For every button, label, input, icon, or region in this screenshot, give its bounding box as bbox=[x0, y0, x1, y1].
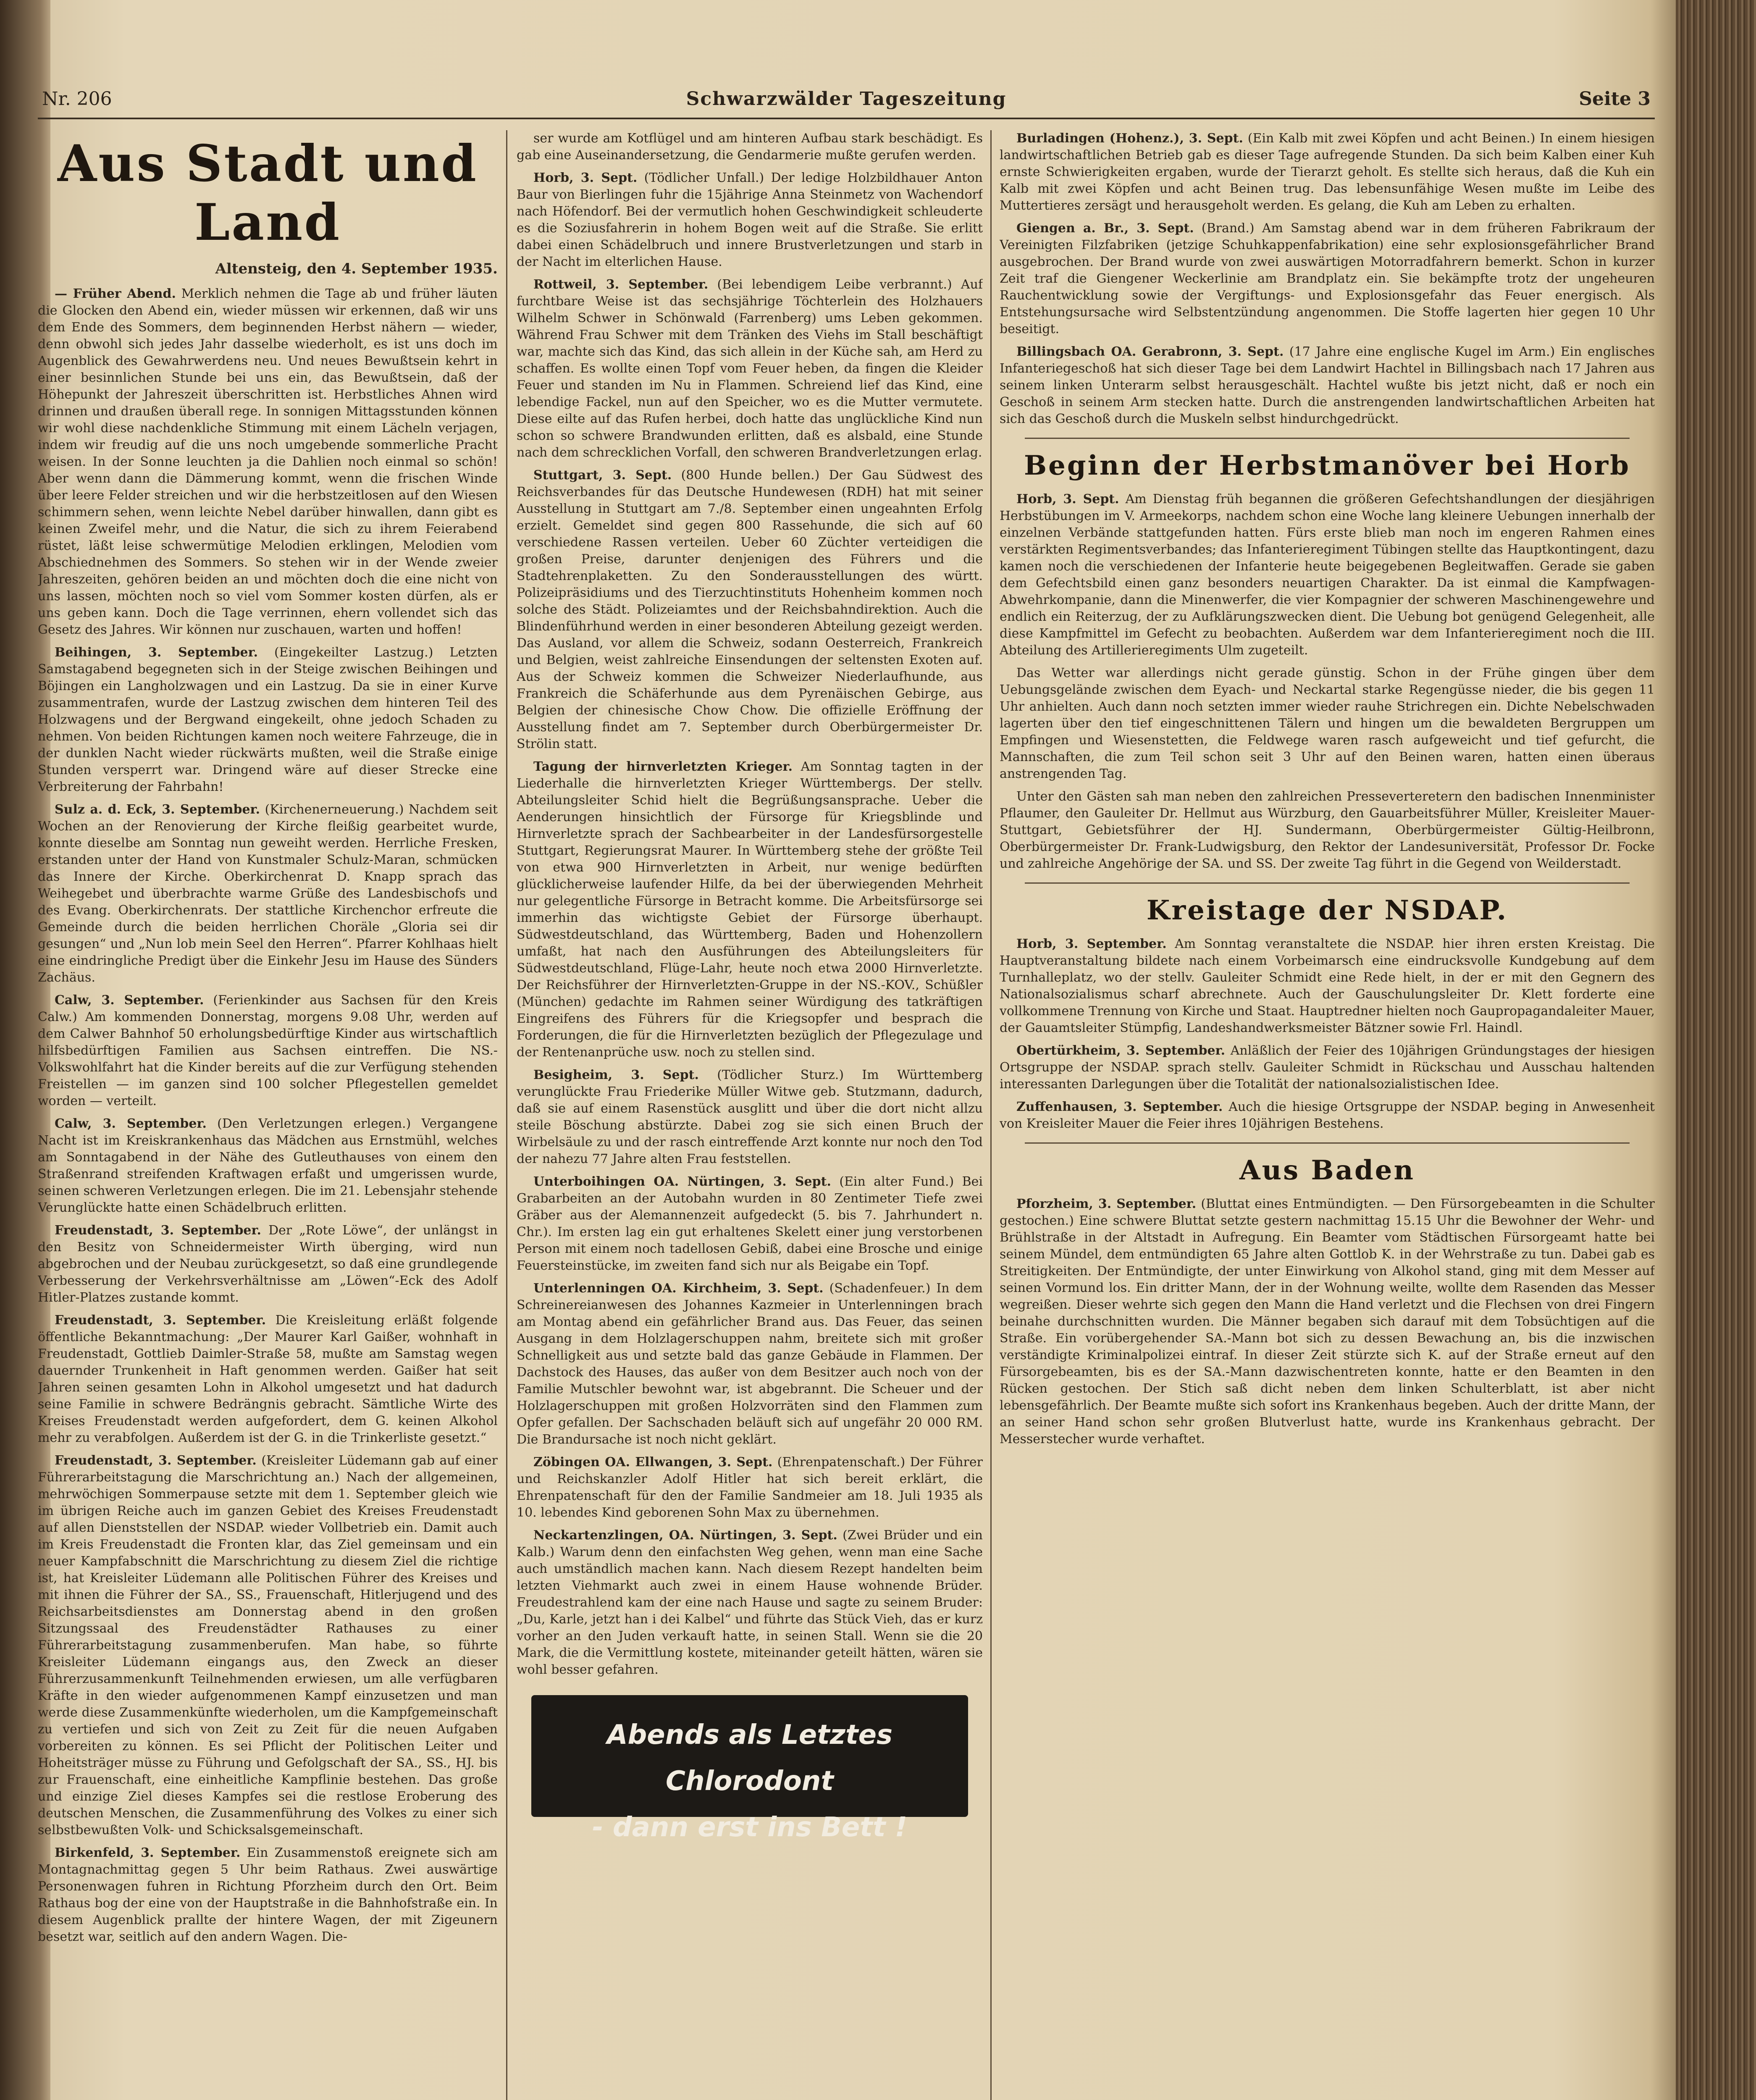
article-list bbox=[1000, 491, 1655, 872]
newspaper-name: Schwarzwälder Tageszeitung bbox=[686, 88, 1007, 110]
article-text: (Ein Kalb mit zwei Köpfen und acht Beinen.) In einem hiesigen landwirtschaftlichen Betrieb gab es dieser Tage aufregende Stunden. Da sich beim Kalben einer Kuh ernste Schwierigkeiten ergaben, wurde der Tierarzt geholt. Es stellte sich heraus, daß die Kuh ein Kalb mit zwei Köpfen und acht Beinen trug. Das lebensunfähige Wesen mußte im Leibe des Muttertieres zersägt und herausgeholt werden. Es gelang, die Kuh am Leben zu erhalten. bbox=[1000, 131, 1655, 213]
article-dateline: Zuffenhausen, 3. September. bbox=[1016, 1100, 1223, 1114]
article-dateline: Stuttgart, 3. Sept. bbox=[533, 468, 672, 483]
article-text: Merklich nehmen die Tage ab und früher läuten die Glocken den Abend ein, wieder müssen wir erkennen, daß wir uns dem Ende des Sommers, dem beginnenden Herbst nähern — wieder, denn obwohl sich jedes Jahr dasselbe wiederholt, es ist uns doch im Augenblick des Gewahrwerdens neu. Und neues Bewußtsein kehrt in einer besinnlichen Stunde bei uns ein, das Bewußtsein, daß der Höhepunkt der Jahreszeit überschritten ist. Herbstliches Ahnen wird drinnen und draußen überall rege. In sonnigen Mittagsstunden können wir wohl diese nachdenkliche Stimmung mit einem Lächeln verjagen, indem wir freudig auf die uns noch umgebende sommerliche Pracht weisen. In der Sonne leuchten ja die Dahlien noch einmal so schön! Aber wenn dann die Dämmerung kommt, wenn die frischen Winde über leere Felder streichen und wir die herbstzeitlosen auf den Wiesen schimmern sehen, wenn leichte Nebel darüber hinwallen, dann gibt es keinen Zweifel mehr, und die Natur, die sich zu ihrem Feierabend rüstet, läßt leise schwermütige Melodien erklingen, Melodien vom Abschiednehmen des Sommers. So stehen wir in der Wende zweier Jahreszeiten, gehören beiden an und möchten doch die eine nicht von uns lassen, möchten noch so viel vom Sommer kosten dürfen, als er uns geben kann. Doch die Tage verrinnen, ehern vollendet sich das Gesetz des Jahres. Wir können nur zuschauen, warten und hoffen! bbox=[38, 286, 498, 637]
article-text: (Tödlicher Unfall.) Der ledige Holzbildhauer Anton Baur von Bierlingen fuhr die 15jährige Anna Steinmetz von Wachendorf nach Höfendorf. Bei der vermutlich hohen Geschwindigkeit schleuderte es die Soziusfahrerin in hohem Bogen weit auf die Straße. Sie erlitt dabei einen Schädelbruch und innere Brustverletzungen und starb in der Nacht im elterlichen Hause. bbox=[517, 171, 983, 269]
article-text: (Bluttat eines Entmündigten. — Den Fürsorgebeamten in die Schulter gestochen.) Eine schwere Bluttat setzte gestern nachmittag 15.15 Uhr die Bewohner der Wehr- und Brühlstraße in der Altstadt in Aufregung. Ein Beamter vom Städtischen Fürsorgeamt hatte bei seinem Mündel, dem entmündigten 65 Jahre alten Gottlob K. in der Wehrstraße zu tun. Dabei gab es Streitigkeiten. Der Entmündigte, der unter Einwirkung von Alkohol stand, ging mit dem Messer auf seinen Vormund los. Ein dritter Mann, der in der Wohnung weilte, wollte dem Rasenden das Messer wegreißen. Dieser wehrte sich gegen den Mann die Hand verletzt und die Flechsen von drei Fingern beinahe durchschnitten wurden. Die Männer begaben sich darauf mit dem Tobsüchtigen auf die Straße. Ein vorübergehender SA.-Mann bot sich zu dessen Bewachung an, bis die inzwischen verständigte Kriminalpolizei eintraf. In dieser Zeit stürzte sich K. auf der Straße erneut auf den Fürsorgebeamten, bis es der SA.-Mann dazwischentreten konnte, hatte er den Beamten in den Rücken gestochen. Der Stich saß dicht neben dem linken Schulterblatt, ist aber nicht lebensgefährlich. Der Beamte mußte sich sofort ins Krankenhaus begeben. Auch der dritte Mann, der an seiner Hand schon sehr großen Blutverlust hatte, wurde ins Krankenhaus gebracht. Der Messerstecher wurde verhaftet. bbox=[1000, 1197, 1655, 1446]
article-dateline: Rottweil, 3. September. bbox=[533, 277, 709, 292]
article-dateline: Freudenstadt, 3. September. bbox=[55, 1223, 262, 1238]
section-separator bbox=[1025, 438, 1630, 439]
article-dateline: Calw, 3. September. bbox=[55, 1116, 207, 1131]
article-text: (Tödlicher Sturz.) Im Württemberg verunglückte Frau Friederike Müller Witwe geb. Stutzmann, dadurch, daß sie auf einem Rasenstück ausglitt und über die dort nicht allzu steile Böschung abstürzte. Dabei zog sie sich einen Bruch der Wirbelsäule zu und der rasch eintreffende Arzt konnte nur noch den Tod der nahezu 77 Jahre alten Frau feststellen. bbox=[517, 1068, 983, 1166]
chlorodont-advertisement bbox=[531, 1695, 968, 1843]
article bbox=[38, 1116, 498, 1216]
article-dateline: Unterlenningen OA. Kirchheim, 3. Sept. bbox=[533, 1281, 824, 1296]
article bbox=[1000, 344, 1655, 428]
article-dateline: Unterboihingen OA. Nürtingen, 3. Sept. bbox=[533, 1174, 831, 1189]
article-dateline: Burladingen (Hohenz.), 3. Sept. bbox=[1016, 131, 1243, 146]
section-title: Kreistage der NSDAP. bbox=[1146, 895, 1508, 926]
section-title: Aus Baden bbox=[1239, 1155, 1415, 1186]
section-title: Beginn der Herbstmanöver bei Horb bbox=[1024, 450, 1630, 481]
article bbox=[38, 1452, 498, 1839]
article-dateline: Calw, 3. September. bbox=[55, 993, 204, 1008]
page-number: Seite 3 bbox=[1579, 88, 1651, 110]
article bbox=[517, 759, 983, 1061]
article bbox=[517, 1067, 983, 1168]
article bbox=[517, 1527, 983, 1678]
article-text: (800 Hunde bellen.) Der Gau Südwest des Reichsverbandes für das Deutsche Hundewesen (RDH) hat mit seiner Ausstellung in Stuttgart am 7./8. September einen ungeahnten Erfolg erzielt. Gemeldet sind gegen 800 Rassehunde, die sich auf 60 verschiedene Rassen verteilen. Ueber 60 Züchter verteidigen die großen Preise, darunter denjenigen des Führers und die Stadtehrenplaketten. Zu den Sonderausstellungen des württ. Polizeipräsidiums und des Tierzuchtinstituts Hohenheim kommen noch solche des Städt. Polizeiamtes und der Reichsbahndirektion. Auch die Blindenführhund werden in einer besonderen Abteilung gezeigt werden. Das Ausland, vor allem die Schweiz, sodann Oesterreich, Frankreich und Belgien, weist zahlreiche Einsendungen der seltensten Exoten auf. Aus der Schweiz kommen die Schweizer Niederlaufhunde, aus Frankreich die Schäferhunde aus dem Pyrenäischen Gebirge, aus Belgien der chinesische Chow Chow. Die offizielle Eröffnung der Ausstellung findet am 7. September durch Oberbürgermeister Dr. Strölin statt. bbox=[517, 468, 983, 751]
article-dateline: Pforzheim, 3. September. bbox=[1016, 1197, 1197, 1211]
column-1 bbox=[38, 130, 498, 2100]
section-separator bbox=[1025, 882, 1630, 884]
article bbox=[38, 1845, 498, 1945]
article-text: Unter den Gästen sah man neben den zahlreichen Presseverteretern den badischen Innenminister Pflaumer, den Gauleiter Dr. Hellmut aus Würzburg, den Gauarbeitsführer Müller, Kreisleiter Mauer-Stuttgart, Gebietsführer der HJ. Sundermann, Oberbürgermeister Gültig-Heilbronn, Oberbürgermeister Dr. Frank-Ludwigsburg, den Rektor der Landesuniversität, Professor Dr. Focke und zahlreiche Angehörige der SA. und SS. Der zweite Tag führt in die Gegend von Weilderstadt. bbox=[1000, 789, 1655, 871]
article-text: (Brand.) Am Samstag abend war in dem früheren Fabrikraum der Vereinigten Filzfabriken (jetzige Schuhkappenfabrikation) eine sehr explosionsgefährlicher Brand ausgebrochen. Der Brand wurde von zwei auswärtigen Motorradfahrern bemerkt. Schon in kurzer Zeit traf die Giengener Weckerlinie am Brandplatz ein. Sie bekämpfte trotz der ungeheuren Rauchentwicklung sowie der Vergiftungs- und Explosionsgefahr das Feuer energisch. Als Entstehungsursache wird Selbstentzündung angenommen. Die Stoffe lagerten hier gegen 10 Uhr beseitigt. bbox=[1000, 221, 1655, 336]
article-dateline: Zöbingen OA. Ellwangen, 3. Sept. bbox=[533, 1455, 773, 1470]
article-text: (Eingekeilter Lastzug.) Letzten Samstagabend begegneten sich in der Steige zwischen Beihingen und Böjingen ein Langholzwagen und ein Lastzug. Da sie in einer Kurve zusammentrafen, wurde der Lastzug zwischen dem hinteren Teil des Holzwagens und der Bergwand eingekeilt, ohne jedoch Schaden zu nehmen. Von beiden Richtungen kamen noch weitere Fahrzeuge, die in der dunklen Nacht wieder rückwärts mußten, weil die Straße einige Stunden versperrt war. Dringend wäre auf dieser Strecke eine Verbreiterung der Fahrbahn! bbox=[38, 645, 498, 794]
article-text: Auch die hiesige Ortsgruppe der NSDAP. beging in Anwesenheit von Kreisleiter Mauer die Feier ihres 10jährigen Bestehens. bbox=[1000, 1100, 1655, 1131]
article-dateline: Freudenstadt, 3. September. bbox=[55, 1453, 257, 1468]
article bbox=[1000, 665, 1655, 782]
article bbox=[517, 1173, 983, 1274]
article-text: (Den Verletzungen erlegen.) Vergangene Nacht ist im Kreiskrankenhaus das Mädchen aus Ernstmühl, welches am Sonntagabend in der Nähe des Gutleuthauses von einem den Straßenrand streifenden Kraftwagen erfaßt und umgerissen wurde, seinen schweren Verletzungen erlegen. Die im 21. Lebensjahr stehende Verunglückte hatte einen Schädelbruch erlitten. bbox=[38, 1116, 498, 1215]
dateline: Altensteig, den 4. September 1935. bbox=[215, 260, 498, 277]
article bbox=[38, 801, 498, 986]
article-text: (Ein alter Fund.) Bei Grabarbeiten an der Autobahn wurden in 80 Zentimeter Tiefe zwei Gräber aus der Alemannenzeit aufgedeckt (5. bis 7. Jahrhundert n. Chr.). Im ersten lag ein gut erhaltenes Skelett einer jung verstorbenen Person mit einem noch tadellosen Gebiß, dabei eine Brosche und einige Feuersteinstücke, im zweiten fand sich nur als Beigabe ein Topf. bbox=[517, 1174, 983, 1273]
article-dateline: Sulz a. d. Eck, 3. September. bbox=[55, 802, 260, 817]
header-rule bbox=[38, 118, 1655, 119]
article-text: Die Kreisleitung erläßt folgende öffentliche Bekanntmachung: „Der Maurer Karl Gaißer, wohnhaft in Freudenstadt, Gottlieb Daimler-Straße 58, mußte am Samstag wegen dauernder Trunkenheit in Haft genommen werden. Gaißer hat seit Jahren seinen gesamten Lohn in Alkohol umgesetzt und hat dadurch seine Familie in schwere Bedrängnis gebracht. Sämtliche Wirte des Kreises Freudenstadt werden aufgefordert, dem G. keinen Alkohol mehr zu verabfolgen. Außerdem ist der G. in die Trinkerliste gesetzt.“ bbox=[38, 1313, 498, 1445]
section-separator bbox=[1025, 1142, 1630, 1144]
article bbox=[517, 467, 983, 753]
article-dateline: Freudenstadt, 3. September. bbox=[55, 1313, 266, 1328]
article-list bbox=[1000, 936, 1655, 1132]
article-text: (Kirchenerneuerung.) Nachdem seit Wochen an der Renovierung der Kirche fleißig gearbeitet wurde, konnte dieselbe am Sonntag nun geweiht werden. Herrliche Fresken, erstanden unter der Hand von Kunstmaler Schulz-Maran, schmücken das Innere der Kirche. Oberkirchenrat D. Knapp sprach das Weihegebet und überbrachte warme Grüße des Landesbischofs und des Evang. Oberkirchenrats. Der stattliche Kirchenchor erfreute die Gemeinde durch die beiden herrlichen Choräle „Gloria sei dir gesungen“ und „Nun lob mein Seel den Herren“. Pfarrer Kohlhaas hielt eine eindringliche Predigt über die Einkehr Jesu im Hause des Sünders Zachäus. bbox=[38, 802, 498, 985]
article bbox=[1000, 220, 1655, 338]
article-dateline: Besigheim, 3. Sept. bbox=[533, 1068, 699, 1082]
article bbox=[38, 992, 498, 1110]
article-text: (Ferienkinder aus Sachsen für den Kreis Calw.) Am kommenden Donnerstag, morgens 9.08 Uhr, werden auf dem Calwer Bahnhof 50 erholungsbedürftige Kinder aus wirtschaftlich hilfsbedürftigen Familien aus Sachsen eintreffen. Die NS.-Volkswohlfahrt hat die Kinder bereits auf die zur Verfügung stehenden Freistellen — im ganzen sind 100 solcher Pflegestellen gemeldet worden — verteilt. bbox=[38, 993, 498, 1108]
article-text: (Zwei Brüder und ein Kalb.) Warum denn den einfachsten Weg gehen, wenn man eine Sache auch umständlich machen kann. Nach diesem Rezept handelten beim letzten Viehmarkt auch zwei in einem Hause wohnende Brüder. Freudestrahlend kam der eine nach Hause und sagte zu seinem Bruder: „Du, Karle, jetzt han i dei Kalbel“ und führte das Stück Vieh, das er kurz vorher an den Juden verkauft hatte, in seinen Stall. Wenn sie die 20 Mark, die die Vermittlung kostete, miteinander geteilt hätten, wären sie wohl besser gefahren. bbox=[517, 1528, 983, 1677]
column-2 bbox=[517, 130, 983, 2100]
article-list bbox=[517, 130, 983, 1678]
column-3 bbox=[1000, 130, 1655, 2100]
article bbox=[38, 644, 498, 795]
ad-line: Abends als Letztes Chlorodont bbox=[606, 1719, 893, 1797]
article bbox=[517, 276, 983, 461]
article bbox=[1000, 788, 1655, 872]
article bbox=[1000, 1099, 1655, 1132]
article-text: ser wurde am Kotflügel und am hinteren Aufbau stark beschädigt. Es gab eine Auseinandersetzung, die Gendarmerie mußte gerufen werden. bbox=[517, 131, 983, 163]
article-list bbox=[38, 286, 498, 1945]
book-binding-right bbox=[1676, 0, 1756, 2100]
article-text: Am Sonntag veranstaltete die NSDAP. hier ihren ersten Kreistag. Die Hauptveranstaltung bildete nach einem Vorbeimarsch eine eindrucksvolle Kundgebung auf dem Turnhalleplatz, wo der stellv. Gauleiter Schmidt eine Rede hielt, in der er mit den Gegnern des Nationalsozialismus scharf abrechnete. Auch der Gauschulungsleiter Dr. Klett forderte eine vollkommene Trennung von Kirche und Staat. Hauptredner hielten noch Gaupropagandaleiter Mauer, der Gauamtsleiter Stümpfig, Landeshandwerksmeister Bätzner sowie Frl. Haindl. bbox=[1000, 937, 1655, 1035]
article bbox=[38, 1222, 498, 1306]
article-dateline: Billingsbach OA. Gerabronn, 3. Sept. bbox=[1016, 344, 1284, 359]
article-dateline: — Früher Abend. bbox=[55, 286, 176, 301]
article-text: Anläßlich der Feier des 10jährigen Gründungstages der hiesigen Ortsgruppe der NSDAP. sprach stellv. Gauleiter Schmidt in Rückschau und Ausschau haltenden interessanten Darlegungen über die Totalität der nationalsozialistischen Idee. bbox=[1000, 1043, 1655, 1092]
article bbox=[1000, 1042, 1655, 1093]
column-divider bbox=[990, 130, 992, 2100]
article-text: (Schadenfeuer.) In dem Schreinereianwesen des Johannes Kazmeier in Unterlenningen brach am Montag abend ein gefährlicher Brand aus. Das Feuer, das seinen Ausgang in dem Holzlagerschuppen nahm, breitete sich mit großer Schnelligkeit aus und setzte bald das ganze Gebäude in Flammen. Der Dachstock des Hauses, das außer von dem Besitzer auch noch von der Familie Mutschler bewohnt war, ist abgebrannt. Die Scheuer und der Holzlagerschuppen mit großen Holzvorräten sind den Flammen zum Opfer gefallen. Der Sachschaden beläuft sich auf ungefähr 20 000 RM. Die Brandursache ist noch nicht geklärt. bbox=[517, 1281, 983, 1447]
article bbox=[517, 1280, 983, 1448]
article-dateline: Beihingen, 3. September. bbox=[55, 645, 258, 660]
column-divider bbox=[506, 130, 507, 2100]
article bbox=[1000, 491, 1655, 659]
section-title: Aus Stadt und Land bbox=[57, 134, 478, 252]
article bbox=[517, 1454, 983, 1521]
ad-line: - dann erst ins Bett ! bbox=[592, 1812, 907, 1843]
article-text: (Kreisleiter Lüdemann gab auf einer Führerarbeitstagung die Marschrichtung an.) Nach der allgemeinen, mehrwöchigen Sommerpause setzte mit dem 1. September gleich wie im übrigen Reiche auch im ganzen Gebiet des Kreises Freudenstadt auf allen Dienststellen der NSDAP. wieder Vollbetrieb ein. Damit auch im Kreis Freudenstadt die Fronten klar, das Ziel gemeinsam und ein neuer Kampfabschnitt die Marschrichtung zu diesem Ziel die richtige ist, hat Kreisleiter Lüdemann alle Politischen Führer des Kreises und mit ihnen die Führer der SA., SS., Frauenschaft, Hitlerjugend und des Reichsarbeitsdienstes am Donnerstag abend in den großen Sitzungssaal des Freudenstädter Rathauses zu einer Führerarbeitstagung zusammenberufen. Man habe, so führte Kreisleiter Lüdemann eingangs aus, den Zweck an dieser Führerzusammenkunft Teilnehmenden erwiesen, um alle verfügbaren Kräfte in den wieder aufgenommenen Kampf einzusetzen und man werde diese Zusammenkünfte wiederholen, um die Kampfgemeinschaft zu vertiefen und sich von Zeit zu Zeit für die neuen Aufgaben vorbereiten zu können. Es sei Pflicht der Politischen Leiter und Hoheitsträger müsse zu Führung und Gefolgschaft der SA., SS., HJ. bis zur Frauenschaft, eine einheitliche Kampflinie bestehen. Das große und einzige Ziel dieses Kampfes sei die restlose Eroberung des deutschen Menschen, die Zusammenführung des Volkes zu einer sich selbstbewußten Volk- und Schicksalsgemeinschaft. bbox=[38, 1453, 498, 1838]
newspaper-page bbox=[34, 63, 1659, 2100]
article bbox=[517, 170, 983, 270]
article-dateline: Giengen a. Br., 3. Sept. bbox=[1016, 221, 1194, 236]
page-header bbox=[34, 80, 1659, 118]
article bbox=[517, 130, 983, 164]
article bbox=[1000, 936, 1655, 1037]
issue-number: Nr. 206 bbox=[42, 88, 112, 110]
article-text: Der „Rote Löwe“, der unlängst in den Besitz von Schneidermeister Wirth überging, wird nun abgebrochen und der Neubau zurückgesetzt, so daß eine grundlegende Verbesserung der Verkehrsverhältnisse am „Löwen“-Eck des Adolf Hitler-Platzes zustande kommt. bbox=[38, 1223, 498, 1305]
article-list bbox=[1000, 130, 1655, 428]
article-dateline: Birkenfeld, 3. September. bbox=[55, 1845, 241, 1860]
article-text: (17 Jahre eine englische Kugel im Arm.) Ein englisches Infanteriegeschoß hat sich dieser Tage bei dem Landwirt Hachtel in Billingsbach nach 17 Jahren aus seinem linken Unterarm selbst herausgeschält. Hachtel wußte bis jetzt nicht, daß er noch ein Geschoß in seinem Arm stecken hatte. Durch die anstrengenden landwirtschaftlichen Arbeiten hat sich das Geschoß durch die Muskeln selbst hindurchgedrückt. bbox=[1000, 344, 1655, 426]
article-text: Ein Zusammenstoß ereignete sich am Montagnachmittag gegen 5 Uhr beim Rathaus. Zwei auswärtige Personenwagen fuhren in Richtung Pforzheim durch den Ort. Beim Rathaus bog der eine von der Hauptstraße in die Bahnhofstraße ein. In diesem Augenblick prallte der hintere Wagen, der mit Zigeunern besetzt war, seitlich auf den andern Wagen. Die- bbox=[38, 1845, 498, 1944]
article-dateline: Horb, 3. Sept. bbox=[1016, 492, 1119, 507]
article-text: Am Sonntag tagten in der Liederhalle die hirnverletzten Krieger Württembergs. Der stellv. Abteilungsleiter Schid hielt die Begrüßungsansprache. Ueber die Aenderungen hinsichtlich der Fürsorge für Kriegsblinde und Hirnverletzte sprach der Sachbearbeiter in der Landesfürsorgestelle Stuttgart, Regierungsrat Maurer. In Württemberg stehe der größte Teil von etwa 900 Hirnverletzten in Arbeit, nur wenige bedürften glücklicherweise laufender Hilfe, da bei der überwiegenden Mehrheit nur gelegentliche Fürsorge in Betracht komme. Die Arbeitsfürsorge sei immerhin das wichtigste Gebiet der Fürsorge überhaupt. Südwestdeutschland, das Württemberg, Baden und Hohenzollern umfaßt, hat nach den Ausführungen des Abteilungsleiters für Südwestdeutschland, Flüge-Lahr, heute noch etwa 2000 Hirnverletzte. Der Reichsführer der Hirnverletzten-Gruppe in der NS.-KOV., Schüßler (München) gedachte im Rahmen seiner Würdigung des tatkräftigen Eingreifens des Führers für die Kriegsopfer und besprach die Forderungen, die für die Hirnverletzten bezüglich der Pflegezulage und der Rentenanprüche usw. noch zu stellen sind. bbox=[517, 759, 983, 1060]
article bbox=[1000, 1196, 1655, 1448]
article bbox=[38, 1312, 498, 1446]
article bbox=[1000, 130, 1655, 214]
article-text: (Ehrenpatenschaft.) Der Führer und Reichskanzler Adolf Hitler hat sich bereit erklärt, die Ehrenpatenschaft für den der Familie Sandmeier am 18. Juli 1935 als 10. lebendes Kind geborenen Sohn Max zu übernehmen. bbox=[517, 1455, 983, 1520]
article-dateline: Neckartenzlingen, OA. Nürtingen, 3. Sept. bbox=[533, 1528, 837, 1543]
article-dateline: Horb, 3. September. bbox=[1016, 937, 1167, 951]
article-text: Das Wetter war allerdings nicht gerade günstig. Schon in der Frühe gingen über dem Uebungsgelände zwischen dem Eyach- und Neckartal starke Regengüsse nieder, die bis gegen 11 Uhr anhielten. Auch dann noch setzten immer wieder rauhe Strichregen ein. Dichte Nebelschwaden lagerten über den tief eingeschnittenen Tälern und hingen um die bewaldeten Bergruppen um Empfingen und Wiesenstetten, die Feldwege waren rasch aufgeweicht und tief gefurcht, die Mannschaften, die zum Teil schon seit 3 Uhr auf den Beinen waren, hatten einen überaus anstrengenden Tag. bbox=[1000, 666, 1655, 781]
article-dateline: Obertürkheim, 3. September. bbox=[1016, 1043, 1226, 1058]
article-dateline: Tagung der hirnverletzten Krieger. bbox=[533, 759, 793, 774]
article bbox=[38, 286, 498, 638]
article-text: (Bei lebendigem Leibe verbrannt.) Auf furchtbare Weise ist das sechsjährige Töchterlein des Holzhauers Wilhelm Schwer in Schönwald (Farrenberg) ums Leben gekommen. Während Frau Schwer mit dem Tränken des Viehs im Stall beschäftigt war, machte sich das Kind, das sich allein in der Küche sah, am Herd zu schaffen. Es wollte einen Topf vom Feuer heben, da fingen die Kleider Feuer und standen im Nu in Flammen. Schreiend lief das Kind, eine lebendige Fackel, nun auf den Speicher, wo es die Mutter vermutete. Diese eilte auf das Rufen herbei, doch hatte das unglückliche Kind nun schon so schwere Brandwunden erlitten, daß es alsbald, eine Stunde nach dem schrecklichen Vorfall, den schweren Brandverletzungen erlag. bbox=[517, 277, 983, 460]
article-dateline: Horb, 3. Sept. bbox=[533, 171, 638, 185]
article-list bbox=[1000, 1196, 1655, 1448]
article-text: Am Dienstag früh begannen die größeren Gefechtshandlungen der diesjährigen Herbstübungen im V. Armeekorps, nachdem schon eine Woche lang kleinere Uebungen innerhalb der einzelnen Verbände stattgefunden hatten. Fürs erste blieb man noch im engeren Rahmen eines verstärkten Regimentsverbandes; das Infanterieregiment Tübingen stellte das Hauptkontingent, dazu kamen noch die verschiedenen der Infanterie heute beigegebenen Begleitwaffen. Gerade sie gaben dem Gefechtsbild einen ganz besonders neuartigen Charakter. Da ist einmal die Kampfwagen-Abwehrkompanie, dann die Minenwerfer, die vier Kompagnier der schweren Maschinengewehre und endlich ein Reiterzug, der zu Aufklärungszwecken dient. Die Uebung bot genügend Gelegenheit, alle diese Kampfmittel im Gefecht zu beobachten. Außerdem war dem Infanterieregiment noch die III. Abteilung des Artillerieregiments Ulm zugeteilt. bbox=[1000, 492, 1655, 658]
